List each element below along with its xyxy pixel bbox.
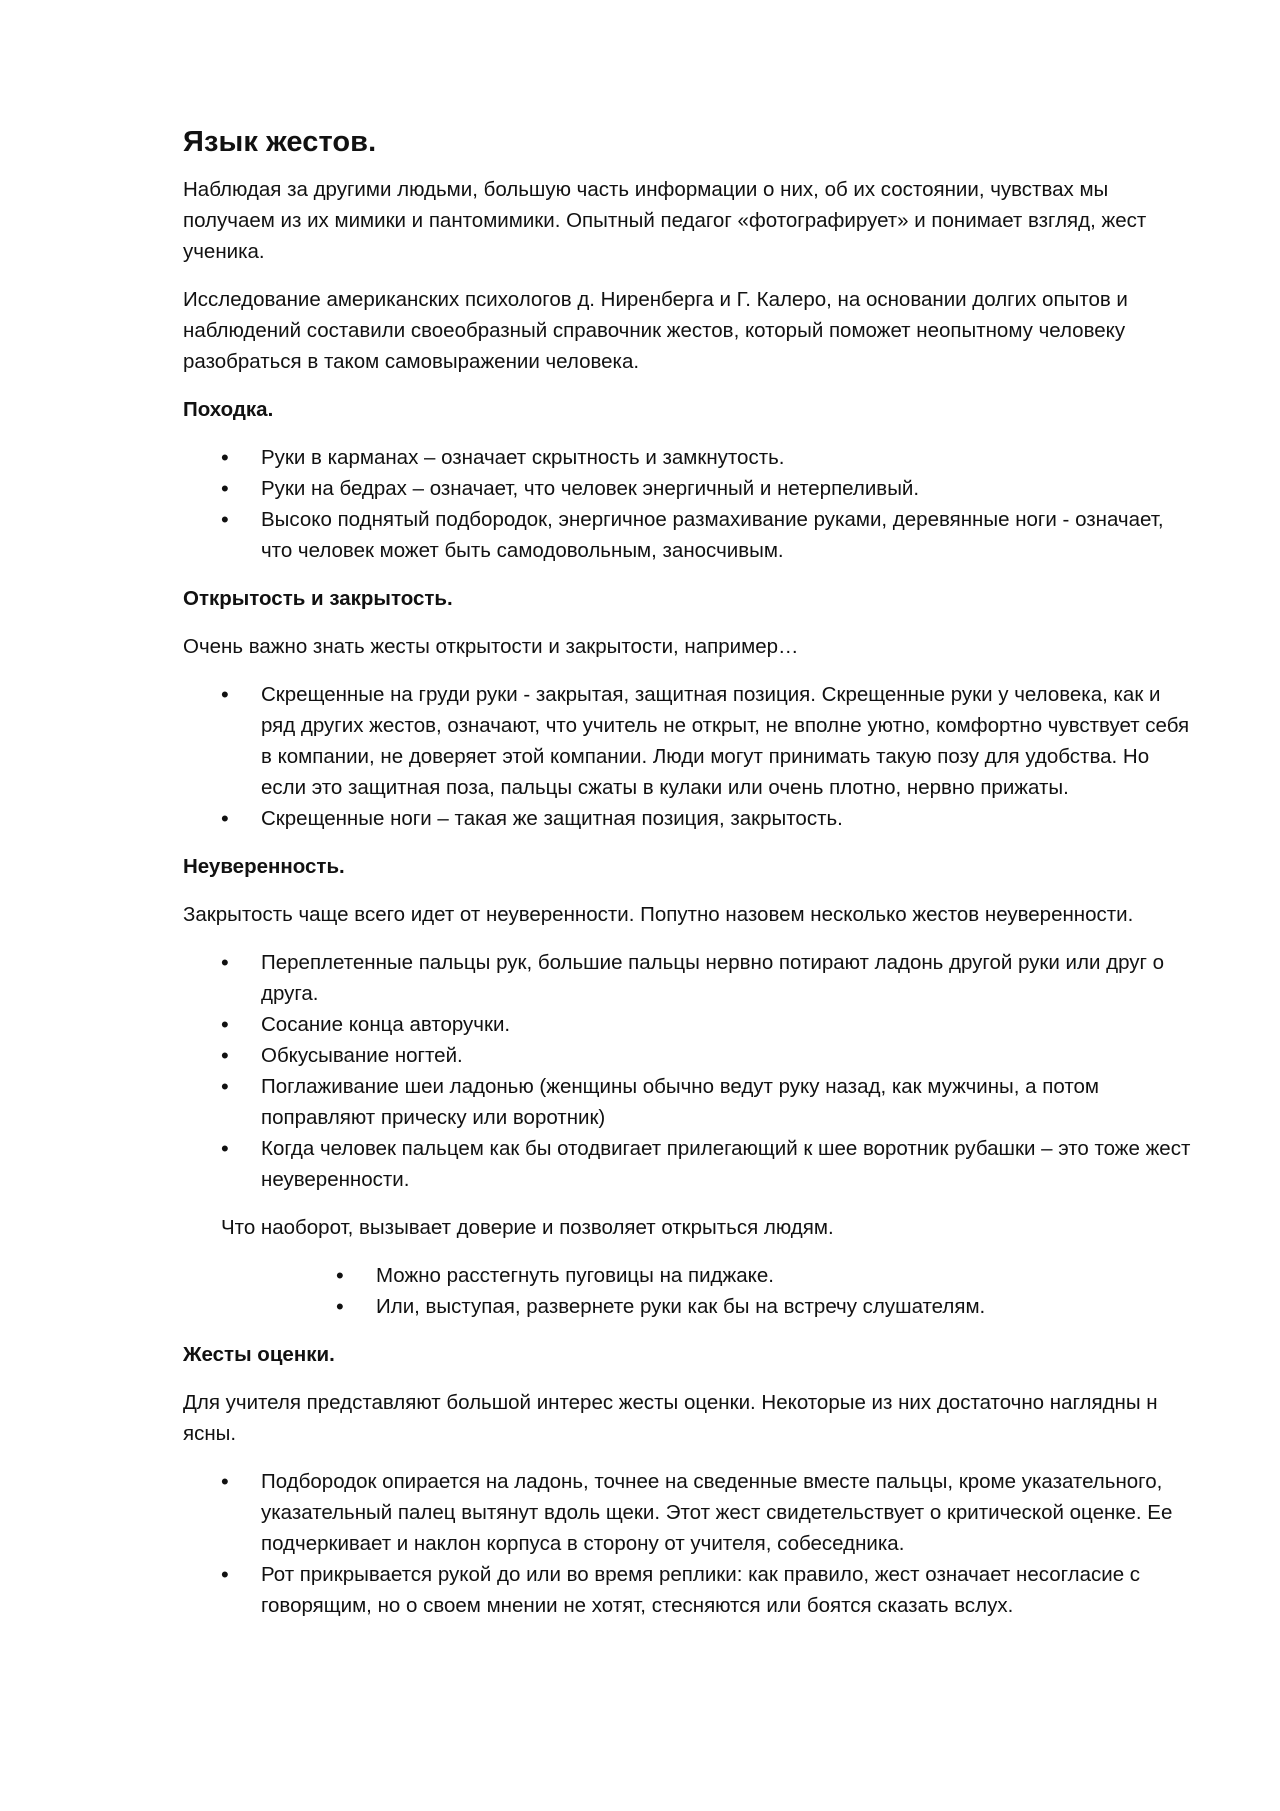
trust-lead: Что наоборот, вызывает доверие и позволяет открыться людям. — [221, 1216, 834, 1239]
list-item: • Руки в карманах – означает скрытность и замкнутость. — [183, 442, 1193, 473]
document-body — [183, 122, 1193, 1638]
section-heading-evaluation: Жесты оценки. — [183, 1343, 335, 1366]
section-heading-gait: Походка. — [183, 398, 274, 421]
list-item: • Скрещенные на груди руки - закрытая, защитная позиция. Скрещенные руки у человека, как и ряд других жестов, означают, что учитель не открыт, не вполне уютно, комфортно чувствует себя в компании, не доверяет этой компании. Люди могут принимать такую позу для удобства. Но если это защитная поза, пальцы сжаты в кулаки или очень плотно, нервно прижаты. — [183, 679, 1193, 803]
openness-lead: Очень важно знать жесты открытости и закрытости, например… — [183, 635, 799, 658]
list-item: • Подбородок опирается на ладонь, точнее на сведенные вместе пальцы, кроме указательного, указательный палец вытянут вдоль щеки. Этот жест свидетельствует о критической оценке. Ее подчеркивает и наклон корпуса в сторону от учителя, собеседника. — [183, 1466, 1193, 1559]
evaluation-lead: Для учителя представляют большой интерес жесты оценки. Некоторые из них достаточно наглядны н ясны. — [183, 1391, 1158, 1445]
trust-list — [183, 1260, 1193, 1322]
list-item: • Переплетенные пальцы рук, большие пальцы нервно потирают ладонь другой руки или друг о друга. — [183, 947, 1193, 1009]
openness-list — [183, 679, 1193, 834]
insecurity-list — [183, 947, 1193, 1195]
insecurity-lead: Закрытость чаще всего идет от неуверенности. Попутно назовем несколько жестов неуверенности. — [183, 903, 1134, 926]
list-item: • Рот прикрывается рукой до или во время реплики: как правило, жест означает несогласие с говорящим, но о своем мнении не хотят, стесняются или боятся сказать вслух. — [183, 1559, 1193, 1621]
section-heading-openness: Открытость и закрытость. — [183, 587, 453, 610]
evaluation-list — [183, 1466, 1193, 1621]
list-item: • Руки на бедрах – означает, что человек энергичный и нетерпеливый. — [183, 473, 1193, 504]
list-item: • Обкусывание ногтей. — [183, 1040, 1193, 1071]
list-item: • Когда человек пальцем как бы отодвигает прилегающий к шее воротник рубашки – это тоже жест неуверенности. — [183, 1133, 1193, 1195]
list-item: • Или, выступая, развернете руки как бы на встречу слушателям. — [183, 1291, 1193, 1322]
section-heading-insecurity: Неуверенность. — [183, 855, 345, 878]
list-item: • Высоко поднятый подбородок, энергичное размахивание руками, деревянные ноги - означает, что человек может быть самодовольным, заносчивым. — [183, 504, 1193, 566]
gait-list — [183, 442, 1193, 566]
list-item: • Поглаживание шеи ладонью (женщины обычно ведут руку назад, как мужчины, а потом поправляют прическу или воротник) — [183, 1071, 1193, 1133]
list-item: • Сосание конца авторучки. — [183, 1009, 1193, 1040]
intro-paragraph: Наблюдая за другими людьми, большую часть информации о них, об их состоянии, чувствах мы получаем из их мимики и пантомимики. Опытный педагог «фотографирует» и понимает взгляд, жест ученика. — [183, 178, 1147, 263]
list-item: • Скрещенные ноги – такая же защитная позиция, закрытость. — [183, 803, 1193, 834]
page-title: Язык жестов. — [183, 126, 377, 158]
intro-paragraph: Исследование американских психологов д. Ниренберга и Г. Калеро, на основании долгих опытов и наблюдений составили своеобразный справочник жестов, который поможет неопытному человеку разобраться в таком самовыражении человека. — [183, 288, 1128, 373]
list-item: • Можно расстегнуть пуговицы на пиджаке. — [183, 1260, 1193, 1291]
